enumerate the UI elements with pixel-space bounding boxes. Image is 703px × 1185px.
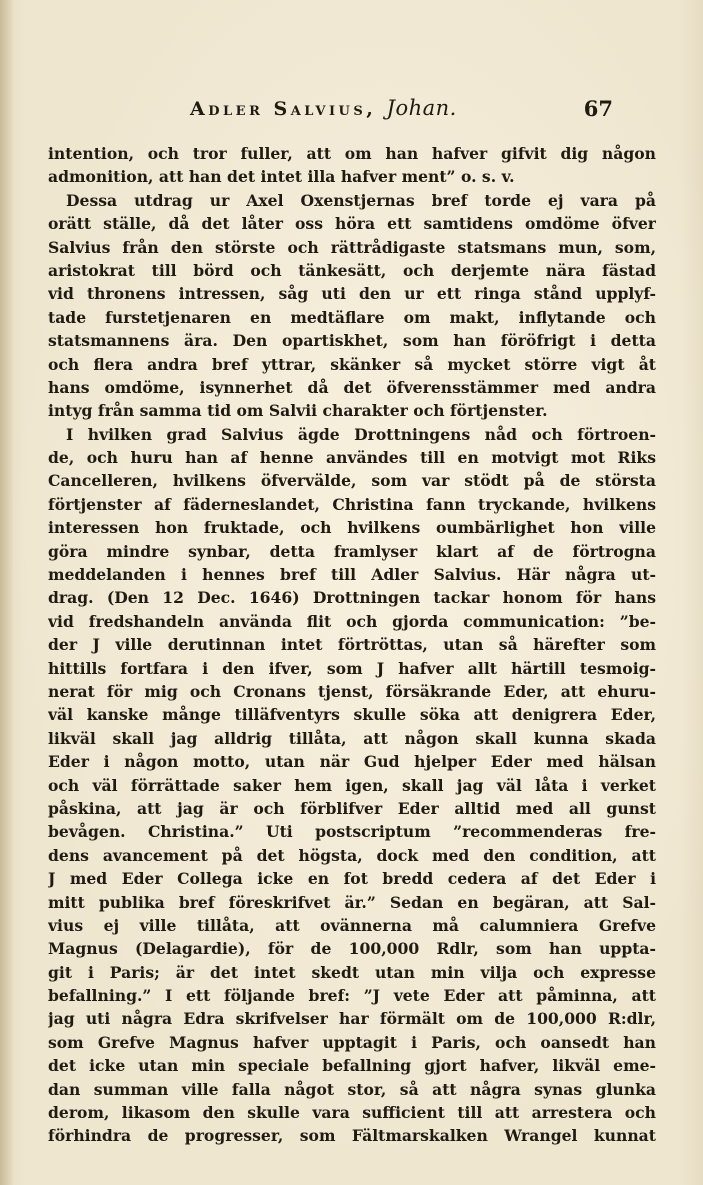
text-line: likväl skall jag alldrig tillåta, att någon skall kunna skada xyxy=(48,728,656,748)
text-line: J med Eder Collega icke en fot bredd cedera af det Eder i xyxy=(48,869,656,889)
text-line: göra mindre synbar, detta framlyser klart af de förtrogna xyxy=(48,541,656,561)
text-line: påskina, att jag är och förblifver Eder alltid med all gunst xyxy=(48,798,656,818)
text-line: intyg från samma tid om Salvii charakter och förtjenster. xyxy=(48,401,548,421)
text-line: Cancelleren, hvilkens öfvervälde, som var stödt på de största xyxy=(48,471,656,491)
running-head-surname: Adler Salvius, xyxy=(190,98,377,120)
page-gutter-shadow xyxy=(0,0,14,1185)
body-text xyxy=(48,142,656,1148)
text-line: dan summan ville falla något stor, så att några synas glunka xyxy=(48,1079,656,1099)
text-line: tade furstetjenaren en medtäflare om makt, inflytande och xyxy=(48,307,656,327)
text-line: orätt ställe, då det låter oss höra ett samtidens omdöme öfver xyxy=(48,214,656,234)
text-line: intention, och tror fuller, att om han hafver gifvit dig någon xyxy=(48,144,656,163)
text-line: interessen hon fruktade, och hvilkens oumbärlighet hon ville xyxy=(48,518,656,538)
text-line: det icke utan min speciale befallning gjort hafver, likväl eme- xyxy=(48,1056,656,1076)
text-line: väl kanske månge tilläfventyrs skulle söka att denigrera Eder, xyxy=(48,705,656,725)
text-line: de, och huru han af henne användes till en motvigt mot Riks xyxy=(48,448,656,468)
text-line: vius ej ville tillåta, att ovännerna må calumniera Grefve xyxy=(48,915,656,935)
text-line: meddelanden i hennes bref till Adler Salvius. Här några ut- xyxy=(48,565,656,585)
page-header xyxy=(190,96,613,126)
text-line: dens avancement på det högsta, dock med den condition, att xyxy=(48,845,656,865)
text-line: Eder i någon motto, utan när Gud hjelper Eder med hälsan xyxy=(48,752,656,772)
text-line: Magnus (Delagardie), för de 100,000 Rdlr, som han uppta- xyxy=(48,939,656,959)
text-line: drag. (Den 12 Dec. 1646) Drottningen tackar honom för hans xyxy=(48,588,656,608)
text-line: nerat för mig och Cronans tjenst, försäkrande Eder, att ehuru- xyxy=(48,681,656,701)
text-line: mitt publika bref föreskrifvet är.” Sedan en begäran, att Sal- xyxy=(48,892,656,912)
text-line: och väl förrättade saker hem igen, skall jag väl låta i verket xyxy=(48,775,656,795)
text-line: förtjenster af fäderneslandet, Christina fann tryckande, hvilkens xyxy=(48,494,656,514)
running-head xyxy=(190,96,457,120)
text-line: jag uti några Edra skrifvelser har förmält om de 100,000 R:dlr, xyxy=(48,1009,656,1029)
text-line: statsmannens ära. Den opartiskhet, som han föröfrigt i detta xyxy=(48,331,656,351)
text-line: admonition, att han det intet illa hafver ment” o. s. v. xyxy=(48,167,515,187)
text-line: der J ville derutinnan intet förtröttas, utan så härefter som xyxy=(48,635,656,655)
text-line: och flera andra bref yttrar, skänker så mycket större vigt åt xyxy=(48,354,656,374)
text-line: hans omdöme, isynnerhet då det öfverensstämmer med andra xyxy=(48,377,656,397)
text-line: Dessa utdrag ur Axel Oxenstjernas bref torde ej vara på xyxy=(66,190,656,210)
text-line: bevågen. Christina.” Uti postscriptum ”recommenderas fre- xyxy=(48,822,656,842)
text-line: förhindra de progresser, som Fältmarskalken Wrangel kunnat xyxy=(48,1126,656,1146)
text-line: hittills fortfara i den ifver, som J hafver allt härtill tesmoig- xyxy=(48,658,656,678)
text-line: derom, likasom den skulle vara sufficient till att arrestera och xyxy=(48,1103,656,1123)
text-line: Salvius från den störste och rättrådigaste statsmans mun, som, xyxy=(48,237,656,257)
text-line: aristokrat till börd och tänkesätt, och derjemte nära fästad xyxy=(48,260,656,280)
text-line: vid fredshandeln använda flit och gjorda communication: ”be- xyxy=(48,611,656,631)
text-line: som Grefve Magnus hafver upptagit i Paris, och oansedt han xyxy=(48,1032,656,1052)
page-number: 67 xyxy=(583,96,613,121)
text-line: vid thronens intressen, såg uti den ur ett ringa stånd upplyf- xyxy=(48,284,656,304)
text-line: git i Paris; är det intet skedt utan min vilja och expresse xyxy=(48,962,656,982)
text-line: I hvilken grad Salvius ägde Drottningens nåd och förtroen- xyxy=(66,424,656,444)
running-head-given-name: Johan. xyxy=(386,96,457,120)
text-line: befallning.” I ett följande bref: ”J vete Eder att påminna, att xyxy=(48,986,656,1006)
